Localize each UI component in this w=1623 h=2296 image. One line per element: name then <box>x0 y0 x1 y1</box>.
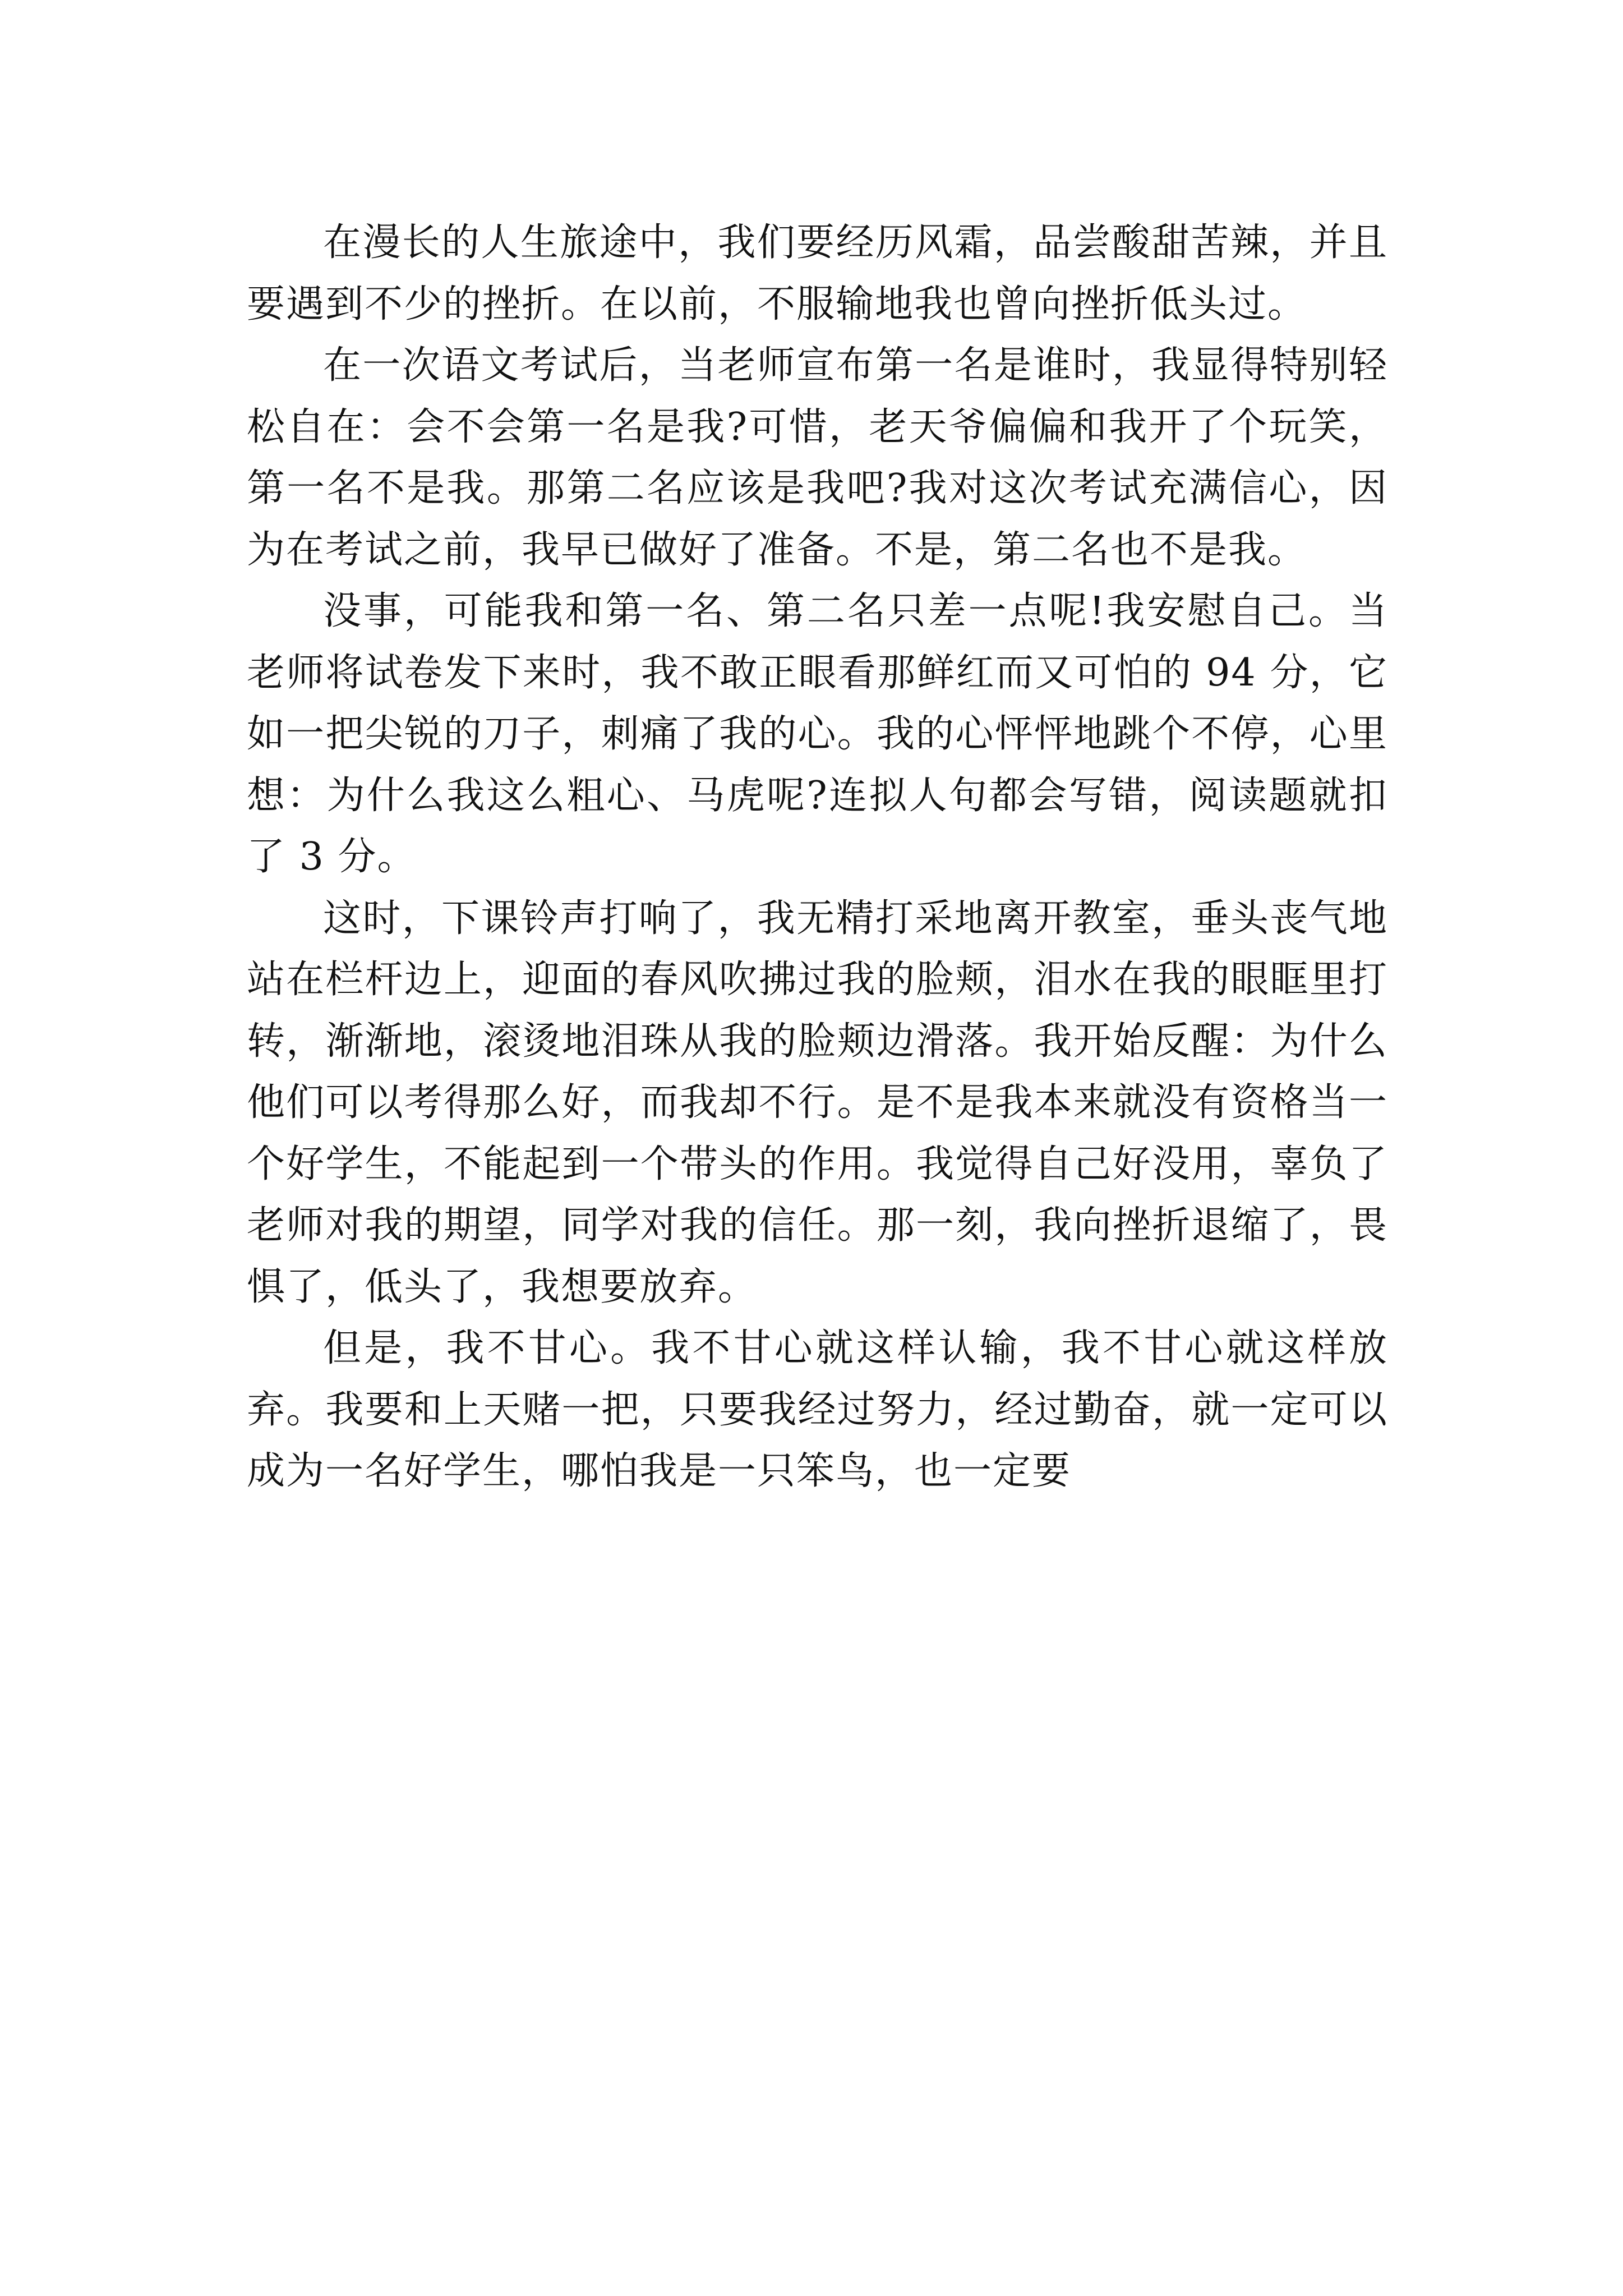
paragraph-4: 这时，下课铃声打响了，我无精打采地离开教室，垂头丧气地站在栏杆边上，迎面的春风吹拂过我的脸颊，泪水在我的眼眶里打转，渐渐地，滚烫地泪珠从我的脸颊边滑落。我开始反醒：为什么他们可以考得那么好，而我却不行。是不是我本来就没有资格当一个好学生，不能起到一个带头的作用。我觉得自己好没用，辜负了老师对我的期望，同学对我的信任。那一刻，我向挫折退缩了，畏惧了，低头了，我想要放弃。 <box>247 896 1388 1309</box>
paragraph-5: 但是，我不甘心。我不甘心就这样认输，我不甘心就这样放弃。我要和上天赌一把，只要我经过努力，经过勤奋，就一定可以成为一名好学生，哪怕我是一只笨鸟，也一定要 <box>247 1326 1388 1493</box>
paragraph-3: 没事，可能我和第一名、第二名只差一点呢!我安慰自己。当老师将试卷发下来时，我不敢正眼看那鲜红而又可怕的 94 分，它如一把尖锐的刀子，刺痛了我的心。我的心怦怦地跳个不停，心里想：为什么我这么粗心、马虎呢?连拟人句都会写错，阅读题就扣了 3 分。 <box>247 589 1388 879</box>
paragraph-1: 在漫长的人生旅途中，我们要经历风霜，品尝酸甜苦辣，并且要遇到不少的挫折。在以前，不服输地我也曾向挫折低头过。 <box>247 220 1388 326</box>
paragraph-2: 在一次语文考试后，当老师宣布第一名是谁时，我显得特别轻松自在：会不会第一名是我?可惜，老天爷偏偏和我开了个玩笑，第一名不是我。那第二名应该是我吧?我对这次考试充满信心，因为在考试之前，我早已做好了准备。不是，第二名也不是我。 <box>247 343 1388 572</box>
document-body <box>247 212 1388 1502</box>
